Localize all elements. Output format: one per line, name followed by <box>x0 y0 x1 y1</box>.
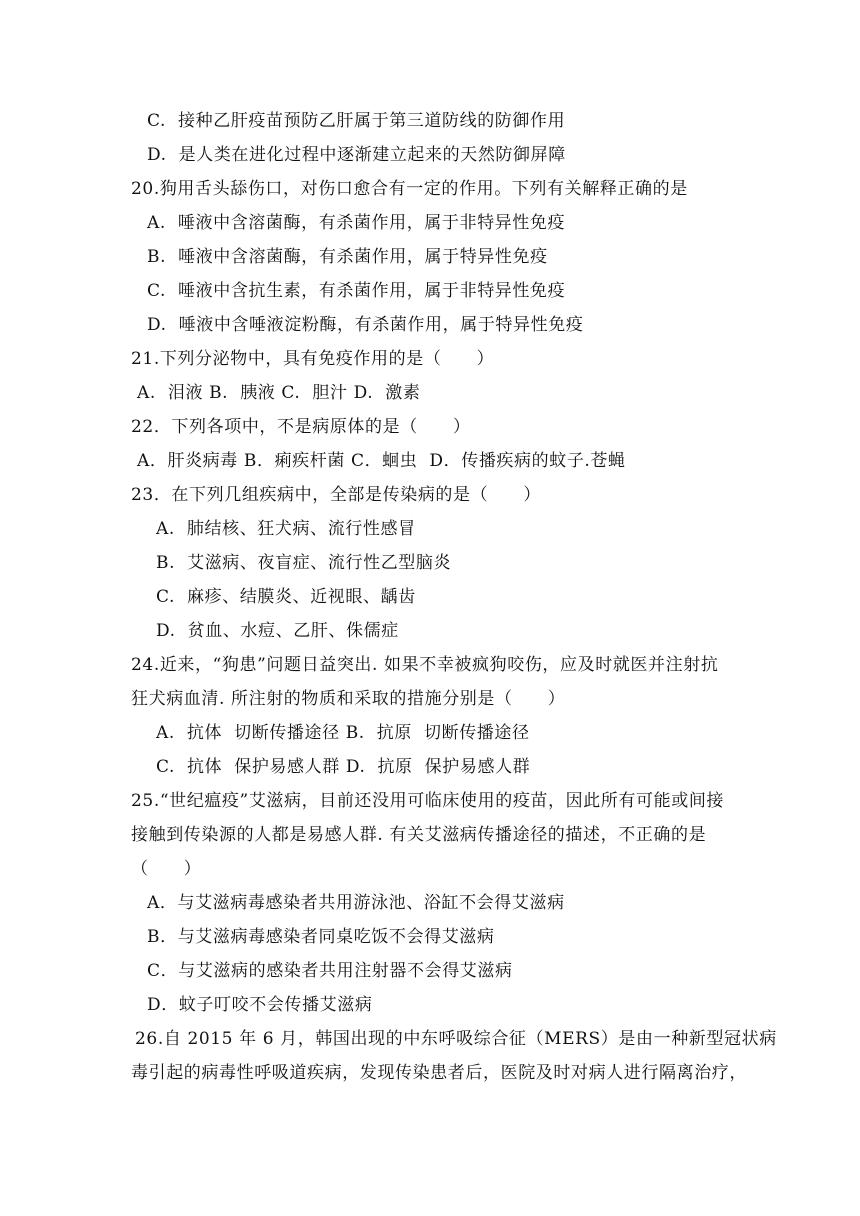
question-26-line: 26.自 2015 年 6 月，韩国出现的中东呼吸综合征（MERS）是由一种新型冠状病 <box>135 1029 777 1049</box>
option-b-line: B．与艾滋病毒感染者同桌吃饭不会得艾滋病 <box>147 927 495 947</box>
options-24-ab-line: A. 抗体 切断传播途径 B. 抗原 切断传播途径 <box>156 723 530 743</box>
option-c-line: C. 麻疹、结膜炎、近视眼、龋齿 <box>156 587 416 607</box>
options-22-line: A．肝炎病毒 B．痢疾杆菌 C．蛔虫 D．传播疾病的蚊子.苍蝇 <box>137 451 626 471</box>
question-25-continued: 接触到传染源的人都是易感人群. 有关艾滋病传播途径的描述，不正确的是 <box>131 825 707 845</box>
option-d-line: D. 唾液中含唾液淀粉酶，有杀菌作用，属于特异性免疫 <box>147 315 584 335</box>
option-a-line: A．与艾滋病毒感染者共用游泳池、浴缸不会得艾滋病 <box>147 893 565 913</box>
question-24-continued: 狂犬病血清. 所注射的物质和采取的措施分别是（ ） <box>131 689 566 709</box>
option-d-line: D. 是人类在进化过程中逐渐建立起来的天然防御屏障 <box>147 145 566 165</box>
options-24-cd-line: C. 抗体 保护易感人群 D. 抗原 保护易感人群 <box>156 757 531 777</box>
options-21-line: A. 泪液 B. 胰液 C. 胆汁 D. 激素 <box>137 383 421 403</box>
question-23-line: 23．在下列几组疾病中，全部是传染病的是（ ） <box>131 485 542 505</box>
question-26-continued: 毒引起的病毒性呼吸道疾病，发现传染患者后，医院及时对病人进行隔离治疗， <box>131 1063 747 1083</box>
option-c-line: C. 唾液中含抗生素，有杀菌作用，属于非特异性免疫 <box>147 281 566 301</box>
option-a-line: A. 唾液中含溶菌酶，有杀菌作用，属于非特异性免疫 <box>147 213 566 233</box>
question-20-line: 20.狗用舌头舔伤口，对伤口愈合有一定的作用。下列有关解释正确的是 <box>131 179 688 199</box>
question-25-line: 25.“世纪瘟疫”艾滋病，目前还没用可临床使用的疫苗，因此所有可能或间接 <box>131 791 725 811</box>
option-c-line: C．与艾滋病的感染者共用注射器不会得艾滋病 <box>147 961 513 981</box>
option-c-line: C. 接种乙肝疫苗预防乙肝属于第三道防线的防御作用 <box>147 111 566 131</box>
option-a-line: A. 肺结核、狂犬病、流行性感冒 <box>156 519 416 539</box>
option-d-line: D．蚊子叮咬不会传播艾滋病 <box>147 995 373 1015</box>
option-b-line: B. 唾液中含溶菌酶，有杀菌作用，属于特异性免疫 <box>147 247 548 267</box>
option-b-line: B. 艾滋病、夜盲症、流行性乙型脑炎 <box>156 553 452 573</box>
question-24-line: 24.近来，“狗患”问题日益突出. 如果不幸被疯狗咬伤，应及时就医并注射抗 <box>131 655 719 675</box>
option-d-line: D. 贫血、水痘、乙肝、侏儒症 <box>156 621 399 641</box>
question-25-blank: （ ） <box>131 859 202 879</box>
question-22-line: 22．下列各项中，不是病原体的是（ ） <box>131 417 471 437</box>
question-21-line: 21.下列分泌物中，具有免疫作用的是（ ） <box>131 349 495 369</box>
